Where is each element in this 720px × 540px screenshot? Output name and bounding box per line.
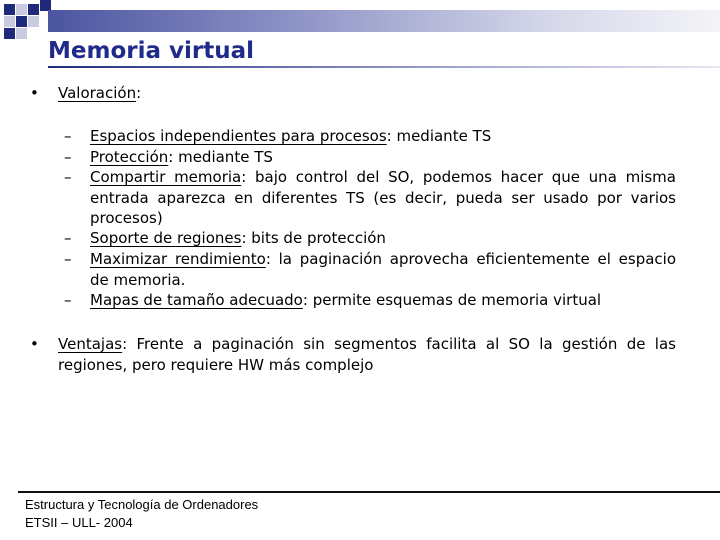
sub-term: Protección	[90, 148, 169, 166]
bullet-text: :	[136, 84, 142, 102]
sub-term: Compartir memoria	[90, 168, 242, 186]
decor-square	[16, 28, 27, 39]
bullet-text: : Frente a paginación sin segmentos facilita al SO la gestión de las regiones, pero requiere HW más complejo	[58, 335, 676, 374]
sub-item	[64, 228, 676, 249]
bullet-dot: •	[30, 335, 39, 353]
title-underline	[48, 66, 720, 68]
sub-text: : mediante TS	[386, 127, 492, 145]
sub-item	[64, 290, 676, 311]
sub-dash: –	[64, 168, 72, 186]
sub-item	[64, 147, 676, 168]
sub-text: : la paginación aprovecha eficientemente el espacio de memoria.	[90, 250, 677, 289]
footer-divider	[18, 491, 720, 493]
sub-term: Maximizar rendimiento	[90, 250, 266, 268]
sub-item	[64, 126, 676, 147]
sub-term: Soporte de regiones	[90, 229, 242, 247]
sub-text: : permite esquemas de memoria virtual	[302, 291, 602, 309]
decor-square	[28, 4, 39, 15]
sub-item	[64, 167, 676, 229]
footer-line-1: Estructura y Tecnología de Ordenadores	[25, 497, 259, 512]
footer	[25, 496, 258, 532]
sub-dash: –	[64, 127, 72, 145]
header-gradient-bar	[48, 10, 720, 32]
bullet-term: Valoración	[58, 84, 137, 102]
sub-dash: –	[64, 148, 72, 166]
slide-title: Memoria virtual	[48, 38, 255, 64]
sub-text: : bajo control del SO, podemos hacer que una misma entrada aparezca en diferentes TS (es decir, pueda ser usado por varios procesos)	[90, 168, 676, 227]
sub-item	[64, 249, 676, 290]
sub-term: Mapas de tamaño adecuado	[90, 291, 303, 309]
decor-square	[16, 4, 27, 15]
decor-square	[28, 16, 39, 27]
sub-dash: –	[64, 229, 72, 247]
decor-square	[16, 16, 27, 27]
footer-line-2: ETSII – ULL- 2004	[25, 515, 133, 530]
sub-dash: –	[64, 291, 72, 309]
bullet-term: Ventajas	[58, 335, 123, 353]
decor-square	[4, 28, 15, 39]
sub-dash: –	[64, 250, 72, 268]
sub-text: : bits de protección	[241, 229, 386, 247]
bullet-dot: •	[30, 84, 39, 102]
sub-text: : mediante TS	[168, 148, 273, 166]
decor-square	[4, 16, 15, 27]
sub-term: Espacios independientes para procesos	[90, 127, 387, 145]
decor-square	[4, 4, 15, 15]
